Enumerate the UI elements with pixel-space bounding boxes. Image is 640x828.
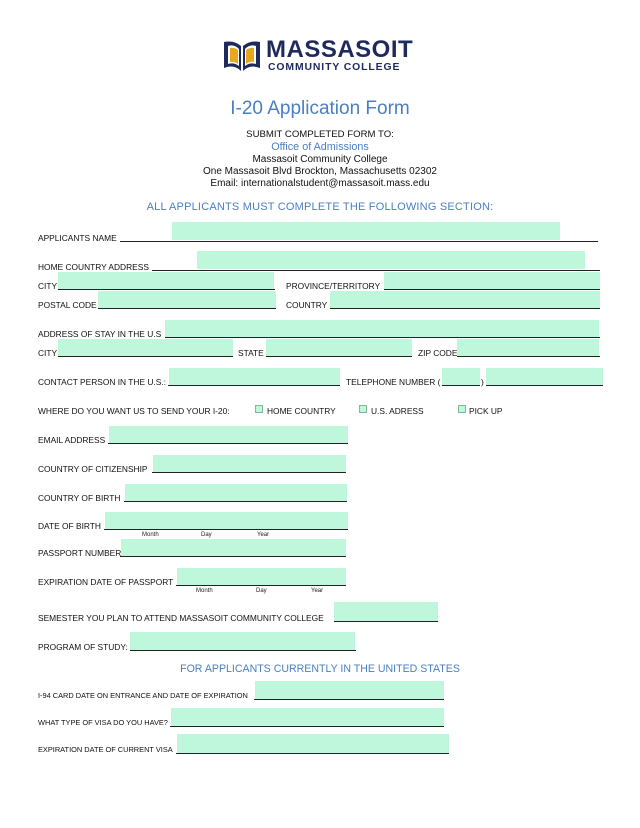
city-label: CITY: [38, 281, 58, 291]
semester-field[interactable]: [334, 602, 438, 621]
telephone-number-field[interactable]: [486, 368, 603, 385]
passport-number-field[interactable]: [121, 539, 346, 556]
submit-email: Email: internationalstudent@massasoit.mass.edu: [210, 178, 430, 189]
dob-year-hint: Year: [257, 532, 270, 538]
passport-number-label: PASSPORT NUMBER: [38, 548, 122, 558]
contact-person-label: CONTACT PERSON IN THE U.S.:: [38, 377, 166, 387]
telephone-label: TELEPHONE NUMBER (: [346, 377, 441, 387]
us-address-label: ADDRESS OF STAY IN THE U.S: [38, 329, 162, 339]
postal-code-label: POSTAL CODE: [38, 300, 97, 310]
dob-day-hint: Day: [201, 532, 212, 538]
i94-label: I-94 CARD DATE ON ENTRANCE AND DATE OF EXPIRATION: [38, 691, 248, 700]
us-address-field[interactable]: [165, 320, 599, 337]
passport-exp-year-hint: Year: [311, 588, 324, 594]
email-field[interactable]: [109, 426, 348, 443]
submit-office: Office of Admissions: [271, 141, 369, 153]
submit-heading: SUBMIT COMPLETED FORM TO:: [246, 129, 394, 140]
visa-exp-field[interactable]: [177, 734, 449, 753]
province-label: PROVINCE/TERRITORY: [286, 281, 381, 291]
passport-exp-label: EXPIRATION DATE OF PASSPORT: [38, 577, 174, 587]
country-label: COUNTRY: [286, 300, 328, 310]
visa-type-label: WHAT TYPE OF VISA DO YOU HAVE?: [38, 718, 168, 727]
submit-college: Massasoit Community College: [252, 154, 388, 165]
state-label: STATE: [238, 348, 264, 358]
section-all-applicants-heading: ALL APPLICANTS MUST COMPLETE THE FOLLOWING SECTION:: [146, 201, 494, 213]
section-us-applicants-heading: FOR APPLICANTS CURRENTLY IN THE UNITED STATES: [180, 663, 460, 675]
us-city-label: CITY: [38, 348, 58, 358]
passport-exp-field[interactable]: [177, 568, 346, 585]
logo-wordmark: MASSASOIT: [266, 36, 414, 63]
send-i20-label: WHERE DO YOU WANT US TO SEND YOUR I-20:: [38, 406, 230, 416]
i94-field[interactable]: [255, 681, 444, 699]
home-country-option-label: HOME COUNTRY: [267, 406, 336, 416]
applicant-name-field[interactable]: [172, 222, 560, 240]
passport-exp-day-hint: Day: [256, 588, 267, 594]
dob-month-hint: Month: [142, 532, 159, 538]
city-field[interactable]: [58, 272, 274, 289]
email-label: EMAIL ADDRESS: [38, 435, 106, 445]
state-field[interactable]: [266, 339, 412, 356]
citizenship-field[interactable]: [153, 455, 346, 472]
birth-country-field[interactable]: [125, 484, 347, 501]
submit-address: One Massasoit Blvd Brockton, Massachusetts 02302: [202, 166, 437, 177]
passport-exp-month-hint: Month: [196, 588, 213, 594]
dob-field[interactable]: [105, 512, 348, 529]
country-field[interactable]: [330, 291, 600, 308]
telephone-close-paren: ): [481, 377, 484, 387]
page-title: I-20 Application Form: [230, 98, 410, 119]
zip-code-label: ZIP CODE: [418, 348, 458, 358]
us-address-option-label: U.S. ADRESS: [371, 406, 424, 416]
us-address-checkbox[interactable]: [359, 405, 367, 413]
visa-type-field[interactable]: [171, 708, 444, 726]
home-country-checkbox[interactable]: [255, 405, 263, 413]
zip-code-field[interactable]: [457, 339, 599, 356]
visa-exp-label: EXPIRATION DATE OF CURRENT VISA: [38, 745, 173, 754]
birth-country-label: COUNTRY OF BIRTH: [38, 493, 121, 503]
semester-label: SEMESTER YOU PLAN TO ATTEND MASSASOIT COMMUNITY COLLEGE: [38, 613, 324, 623]
contact-person-field[interactable]: [169, 368, 340, 385]
dob-label: DATE OF BIRTH: [38, 521, 101, 531]
college-logo-book-icon: [222, 38, 262, 74]
pick-up-checkbox[interactable]: [458, 405, 466, 413]
home-address-field[interactable]: [197, 251, 585, 269]
postal-code-field[interactable]: [98, 291, 276, 308]
program-label: PROGRAM OF STUDY:: [38, 642, 128, 652]
home-address-label: HOME COUNTRY ADDRESS: [38, 262, 149, 272]
us-city-field[interactable]: [58, 339, 233, 356]
program-field[interactable]: [130, 632, 355, 650]
citizenship-label: COUNTRY OF CITIZENSHIP: [38, 464, 148, 474]
logo-subtitle: COMMUNITY COLLEGE: [268, 62, 401, 73]
pick-up-option-label: PICK UP: [469, 406, 503, 416]
applicant-name-label: APPLICANTS NAME: [38, 233, 117, 243]
telephone-area-code-field[interactable]: [442, 368, 480, 385]
province-field[interactable]: [384, 272, 600, 289]
